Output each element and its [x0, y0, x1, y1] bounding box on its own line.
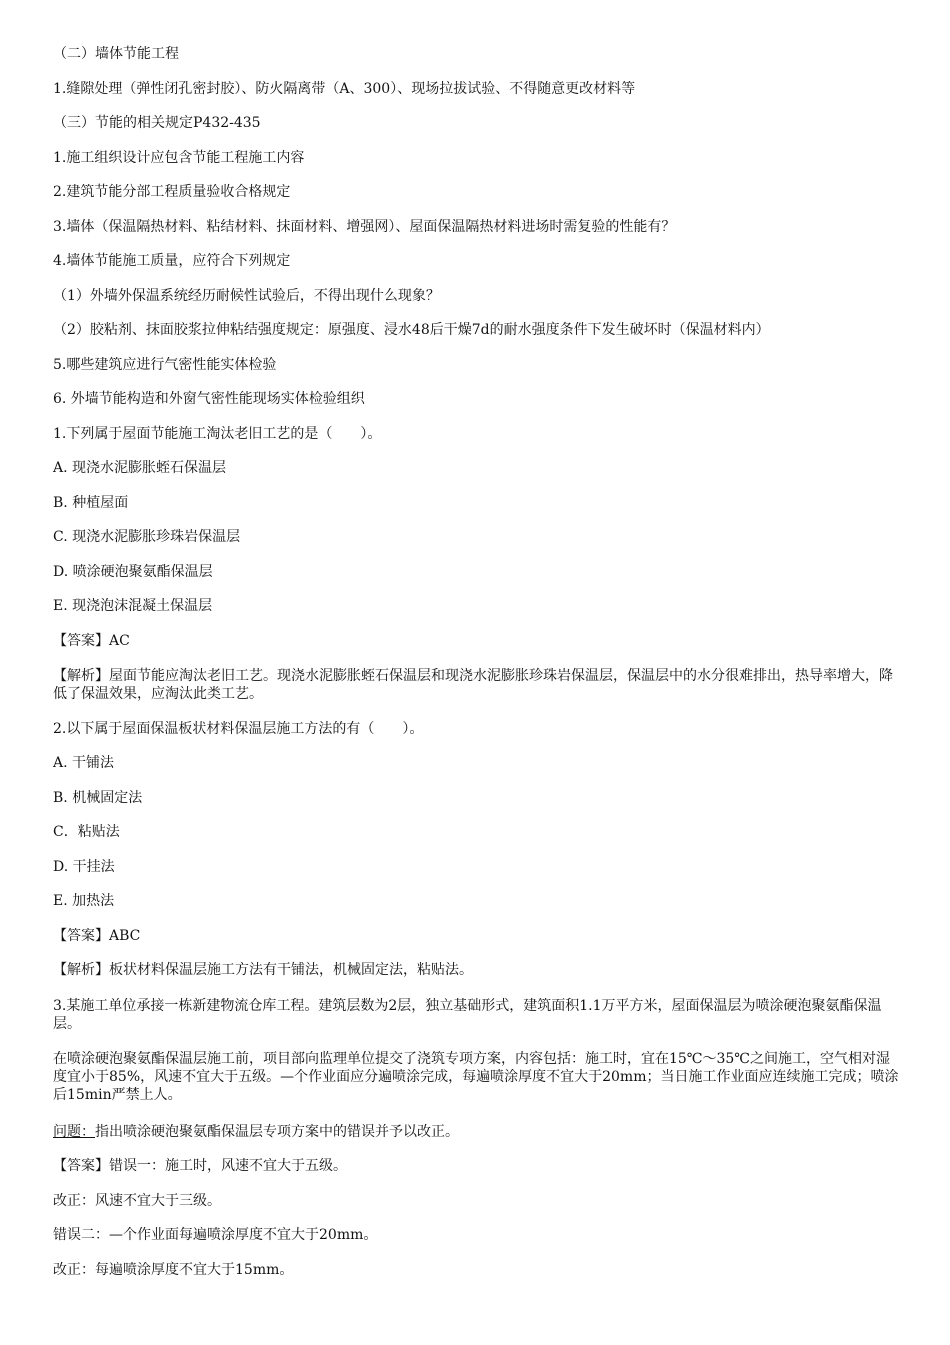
- section-wall-title: （二）墙体节能工程: [53, 46, 179, 62]
- rule-4: 4.墙体节能施工质量，应符合下列规定: [53, 253, 291, 269]
- q3-fix-2: 改正：每遍喷涂厚度不宜大于15mm。: [53, 1262, 294, 1278]
- q3-background: 在喷涂硬泡聚氨酯保温层施工前，项目部向监理单位提交了浇筑专项方案，内容包括：施工时，宜在15℃～35℃之间施工，空气相对湿度宜小于85%，风速不宜大于五级。—个作业面应分遍喷涂完成，每遍喷涂厚度不宜大于20mm；当日施工作业面应连续施工完成；喷涂后15min严禁上人。: [53, 1051, 899, 1103]
- q3-answer-1: 【答案】错误一：施工时，风速不宜大于五级。: [53, 1158, 347, 1174]
- q3-question-label: 问题：: [53, 1124, 95, 1140]
- q2-option-c: C．粘贴法: [53, 824, 120, 840]
- q2-answer: 【答案】ABC: [53, 928, 141, 944]
- q1-answer: 【答案】AC: [53, 633, 130, 649]
- q3-question-text: 指出喷涂硬泡聚氨酯保温层专项方案中的错误并予以改正。: [95, 1124, 459, 1140]
- q1-option-d: D. 喷涂硬泡聚氨酯保温层: [53, 564, 213, 580]
- q1-option-b: B. 种植屋面: [53, 495, 129, 511]
- q1-analysis: 【解析】屋面节能应淘汰老旧工艺。现浇水泥膨胀蛭石保温层和现浇水泥膨胀珍珠岩保温层，保温层中的水分很难排出，热导率增大，降低了保温效果，应淘汰此类工艺。: [53, 668, 893, 702]
- rule-2: 2.建筑节能分部工程质量验收合格规定: [53, 184, 291, 200]
- q2-option-d: D. 干挂法: [53, 859, 115, 875]
- wall-item-1: 1.缝隙处理（弹性闭孔密封胶）、防火隔离带（A、300）、现场拉拔试验、不得随意更改材料等: [53, 81, 636, 97]
- q3-stem: 3.某施工单位承接一栋新建物流仓库工程。建筑层数为2层，独立基础形式，建筑面积1.1万平方米，屋面保温层为喷涂硬泡聚氨酯保温层。: [53, 998, 882, 1032]
- rule-5: 5.哪些建筑应进行气密性能实体检验: [53, 357, 277, 373]
- q2-option-b: B. 机械固定法: [53, 790, 143, 806]
- rule-6: 6. 外墙节能构造和外窗气密性能现场实体检验组织: [53, 391, 365, 407]
- q2-analysis: 【解析】板状材料保温层施工方法有干铺法，机械固定法，粘贴法。: [53, 962, 473, 978]
- q2-option-a: A. 干铺法: [53, 755, 115, 771]
- q2-stem: 2.以下属于屋面保温板状材料保温层施工方法的有（ ）。: [53, 721, 424, 737]
- rule-1: 1.施工组织设计应包含节能工程施工内容: [53, 150, 305, 166]
- q1-option-e: E. 现浇泡沫混凝土保温层: [53, 598, 213, 614]
- q3-fix-1: 改正：风速不宜大于三级。: [53, 1193, 221, 1209]
- q1-option-c: C. 现浇水泥膨胀珍珠岩保温层: [53, 529, 241, 545]
- rule-4-2: （2）胶粘剂、抹面胶浆拉伸粘结强度规定：原强度、浸水48后干燥7d的耐水强度条件下发生破坏时（保温材料内）: [53, 322, 770, 338]
- q3-question: [53, 1122, 900, 1142]
- q1-stem: 1.下列属于屋面节能施工淘汰老旧工艺的是（ ）。: [53, 426, 382, 442]
- section-rules-title: （三）节能的相关规定P432-435: [53, 115, 261, 131]
- rule-4-1: （1）外墙外保温系统经历耐候性试验后，不得出现什么现象？: [53, 288, 440, 304]
- q3-error-2: 错误二：—个作业面每遍喷涂厚度不宜大于20mm。: [53, 1227, 378, 1243]
- q1-option-a: A. 现浇水泥膨胀蛭石保温层: [53, 460, 227, 476]
- q2-option-e: E. 加热法: [53, 893, 115, 909]
- rule-3: 3.墙体（保温隔热材料、粘结材料、抹面材料、增强网）、屋面保温隔热材料进场时需复验的性能有？: [53, 219, 676, 235]
